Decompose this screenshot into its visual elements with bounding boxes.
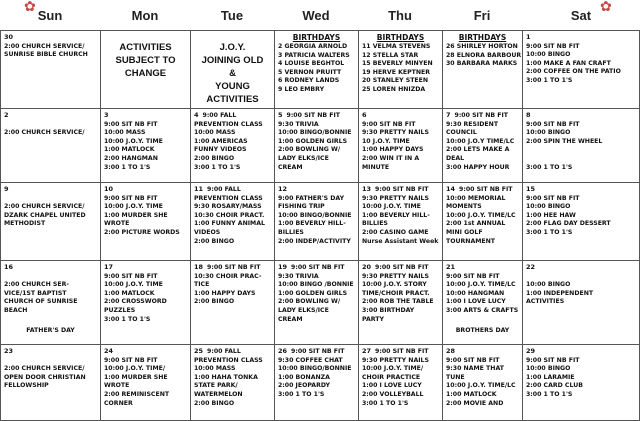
day-number: 21 (446, 263, 456, 271)
activity-line: VICE/1ST BAPTIST (4, 289, 67, 297)
birthday-entry: 28 ELNORA BARBOUR (446, 51, 522, 59)
activity-line: 10:00 BINGO (526, 203, 571, 211)
calendar-day-cell (191, 261, 274, 344)
day-number: 26 (278, 347, 288, 355)
activity-line: 10:00 J.O.Y. TIME/ (104, 365, 166, 373)
activity-line: CREAM (278, 163, 303, 171)
activity-line: 3:00 1 TO 1'S (526, 390, 573, 398)
calendar-day-cell (359, 183, 442, 260)
activity-line: 3:00 1 TO 1'S (526, 163, 573, 171)
activity-line: 9:00 SIT NB FIT (375, 186, 429, 193)
activity-line: TOURNAMENT (446, 237, 496, 245)
day-number: 23 (4, 347, 14, 355)
activity-line: 10:30 CHOIR PRACT. (194, 211, 265, 219)
activity-line: 2:00 REMINISCENT (104, 390, 170, 398)
birthdays-heading: BIRTHDAYS (458, 33, 507, 42)
birthday-entry: 6 RODNEY LANDS (278, 77, 340, 85)
birthday-entry: 15 BEVERLY MINYEN (362, 60, 433, 68)
activity-line: 1:00 MATLOCK (446, 390, 497, 398)
activity-line: 9:00 SIT NB FIT (207, 264, 261, 271)
calendar-day-cell (1, 31, 100, 108)
activity-line: 2:00 BOWLING W/ (278, 146, 341, 154)
banner-text: J.O.Y. (219, 42, 246, 53)
activity-line: 10 J.O.Y. TIME (362, 137, 410, 145)
activity-line: 9:00 FALL (207, 348, 241, 355)
activity-line: 9:30 PRETTY NAILS (362, 356, 429, 364)
activity-line: 1:00 HAPPY DAYS (194, 289, 256, 297)
activity-line: FELLOWSHIP (4, 382, 49, 390)
activity-line: 2:00 BINGO (194, 399, 235, 407)
activity-line (526, 146, 637, 155)
activity-line: 9:30 RESIDENT (446, 120, 499, 128)
activity-line: 2:00 1st ANNUAL (446, 220, 506, 228)
flower-decoration-icon: ✿ (24, 0, 36, 14)
day-number: 8 (526, 111, 531, 119)
activity-line: 1:00 BEVERLY HILL- (362, 211, 430, 219)
activity-line: 9:00 FALL (207, 186, 241, 193)
day-number: 11 (194, 185, 204, 193)
day-header-wed: Wed (302, 7, 330, 23)
day-number: 16 (4, 263, 14, 271)
activity-line: LADY ELKS/ICE (278, 154, 329, 162)
activity-line: 9:00 SIT NB FIT (375, 264, 429, 271)
activity-line: 3:00 1 TO 1'S (104, 315, 151, 323)
activity-line: 9:30 PRETTY NAILS (362, 272, 429, 280)
day-number: 9 (4, 185, 9, 193)
activity-line: 2:00 CARD CLUB (526, 382, 583, 390)
activity-line: 10:00 BINGO (526, 281, 571, 289)
day-number: 28 (446, 347, 456, 355)
activity-line: 1:00 MATLOCK (104, 146, 155, 154)
activity-line: 3:00 1 TO 1'S (526, 76, 573, 84)
activity-line: 2:00 JEOPARDY (278, 382, 331, 390)
day-number: 13 (362, 185, 372, 193)
calendar-day-cell (523, 183, 640, 260)
activity-line: 10:00 J.O.Y. TIME (104, 137, 163, 145)
activity-line: MINUTE (362, 163, 390, 171)
activity-line: 2:00 BINGO (194, 237, 235, 245)
activity-line: COUNCIL (446, 129, 477, 137)
banner-text: YOUNG (215, 81, 250, 92)
calendar-day-cell (101, 183, 190, 260)
birthdays-heading: BIRTHDAYS (292, 33, 341, 42)
activity-line: 2:00 CHURCH SERVICE/ (4, 365, 85, 373)
activity-line (526, 155, 637, 164)
birthday-entry: 4 LOUISE BEGHTOL (278, 60, 345, 68)
day-number: 24 (104, 347, 114, 355)
activity-line: 9:00 SIT NB FIT (446, 356, 500, 364)
birthday-entry: 3 PATRICIA WALTERS (278, 51, 350, 59)
day-number: 14 (446, 185, 456, 193)
activity-line: VIDEOS (194, 228, 221, 236)
activity-line: 9:00 SIT NB FIT (104, 272, 158, 280)
activity-line: 2:00 HANGMAN (104, 154, 158, 162)
calendar-day-cell (443, 109, 522, 182)
banner-text: & (229, 68, 236, 79)
calendar-day-cell (523, 345, 640, 420)
birthday-entry: 20 STANLEY STEEN (362, 77, 429, 85)
activity-line: 1:00 GOLDEN GIRLS (278, 137, 348, 145)
activity-line: 1:00 HAHA TONKA (194, 373, 258, 381)
activity-line (4, 316, 97, 325)
activity-line: 2:00 LETS MAKE A (446, 146, 510, 154)
day-number: 7 (446, 111, 451, 119)
activity-line: BILLIES (362, 220, 388, 228)
activity-line (4, 357, 97, 366)
activity-line: 1:00 HEE HAW (526, 211, 576, 219)
calendar-day-cell (359, 31, 442, 108)
day-number: 17 (104, 263, 114, 271)
calendar-day-cell (191, 345, 274, 420)
calendar-day-cell (1, 261, 100, 344)
activity-line: 9:00 SIT NB FIT (291, 348, 345, 355)
day-number: 25 (194, 347, 204, 355)
activity-line: 10:00 J.O.Y. TIME/LC (446, 281, 516, 289)
day-number: 29 (526, 347, 536, 355)
activity-line: 9:30 COFFEE CHAT (278, 356, 343, 364)
activity-line: PARTY (362, 315, 384, 323)
activity-line: 1:00 BEVERLY HILL- (278, 220, 346, 228)
activity-line: 1:00 FUNNY ANIMAL (194, 220, 265, 228)
activity-line: 2:00 MOVIE AND (446, 399, 504, 407)
activity-line: 1:00 HAPPY DAYS (362, 146, 424, 154)
calendar-day-cell (101, 261, 190, 344)
activity-line: 2:00 SPIN THE WHEEL (526, 137, 603, 145)
activity-line: FUNNY VIDEOS (194, 146, 247, 154)
calendar-day-cell (275, 183, 358, 260)
activity-line: BROTHERS DAY (455, 327, 510, 335)
activity-line: 2:00 CHURCH SER- (4, 281, 69, 289)
calendar-day-cell (443, 261, 522, 344)
birthday-entry: 5 VERNON PRUITT (278, 68, 342, 76)
activity-line: 10:00 BINGO/BONNIE (278, 211, 352, 219)
day-number: 15 (526, 185, 536, 193)
activity-line: WROTE (104, 220, 130, 228)
activity-line: 9:30 PRETTY NAILS (362, 129, 429, 137)
activity-line (4, 195, 97, 204)
activity-line: 9:00 SIT NB FIT (446, 272, 500, 280)
calendar-day-cell (275, 31, 358, 108)
activity-line: 9:00 SIT NB FIT (526, 120, 580, 128)
activity-line: CHOIR PRACTICE (362, 373, 421, 381)
activity-line: WATERMELON (194, 390, 243, 398)
activity-line: 10:00 BINGO (526, 129, 571, 137)
activity-line: 10:00 J.O.Y. TIME/LC (446, 382, 516, 390)
activity-line: 1:00 LARAMIE (526, 373, 575, 381)
day-number: 22 (526, 263, 536, 271)
banner-text: SUBJECT TO (115, 55, 176, 66)
day-number: 3 (104, 111, 109, 119)
birthday-entry: 26 SHIRLEY HORTON (446, 43, 518, 50)
activity-line: CORNER (104, 399, 133, 407)
calendar-day-cell (1, 183, 100, 260)
activity-line: TUNE (446, 373, 465, 381)
activity-line: 10:00 MASS (104, 129, 146, 137)
activity-line: WROTE (104, 382, 130, 390)
activity-line: 2:00 PICTURE WORDS (104, 228, 180, 236)
activity-line: 10:00 J.O.Y. TIME/LC (446, 211, 516, 219)
activity-line: 9:00 SIT NB FIT (526, 356, 580, 364)
activity-line: 3:00 HAPPY HOUR (446, 163, 510, 171)
day-number: 4 (194, 111, 199, 119)
activity-line: 1:00 MURDER SHE (104, 211, 168, 219)
activity-line (526, 273, 637, 282)
activity-line: 1:00 BONANZA (278, 373, 330, 381)
calendar-day-cell (275, 345, 358, 420)
calendar-day-cell (191, 183, 274, 260)
birthday-entry: 12 STELLA STAR (362, 51, 419, 59)
activity-line: LADY ELKS/ICE (278, 306, 329, 314)
calendar-day-cell (101, 109, 190, 182)
day-number: 19 (278, 263, 288, 271)
birthday-entry: 2 GEORGIA ARNOLD (278, 43, 348, 50)
activity-line: OPEN DOOR CHRISTIAN (4, 373, 86, 381)
activity-line: 2:00 CROSSWORD (104, 298, 167, 306)
day-number: 18 (194, 263, 204, 271)
activity-line: 2:00 COFFEE ON THE PATIO (526, 68, 621, 76)
banner-text: JOINING OLD (201, 55, 264, 66)
activity-line: 9:00 FALL (202, 112, 237, 119)
activity-line: TIME/CHOIR PRACT. (362, 289, 430, 297)
activity-line: 1:00 MAKE A FAN CRAFT (526, 59, 611, 67)
activity-line: TICE (194, 281, 210, 289)
activity-line: MOMENTS (446, 203, 482, 211)
activity-line: 10:00 BINGO /BONNIE (278, 281, 354, 289)
activity-line: 2:00 WIN IT IN A (362, 154, 420, 162)
activity-line: 2:00 VOLLEYBALL (362, 390, 424, 398)
activity-line: 3:00 1 TO 1'S (526, 228, 573, 236)
activity-line: 3:00 1 TO 1'S (362, 399, 409, 407)
calendar-day-cell (101, 345, 190, 420)
activity-line: BILLIES (278, 228, 304, 236)
activity-line: 9:00 SIT NB FIT (104, 356, 158, 364)
banner-text: CHANGE (124, 68, 167, 79)
birthday-entry: 11 VELMA STEVENS (362, 43, 431, 50)
activity-line: 1:00 I LOVE LUCY (362, 382, 422, 390)
day-number: 30 (4, 33, 14, 41)
activity-line: STATE PARK/ (194, 382, 238, 390)
calendar-day-cell (523, 109, 640, 182)
flower-decoration-icon: ✿ (600, 0, 612, 14)
activity-line: FATHER'S DAY (26, 327, 75, 335)
activity-line: 2:00 BINGO (194, 154, 235, 162)
activity-line: 2:00 BOWLING W/ (278, 298, 341, 306)
calendar-day-cell (101, 31, 190, 108)
calendar-day-cell (1, 345, 100, 420)
activity-line: 2:00 CASINO GAME (362, 228, 429, 236)
activity-line: 1:00 I LOVE LUCY (446, 298, 506, 306)
activity-line: 1:00 MATLOCK (104, 289, 155, 297)
day-header-sat: Sat (570, 7, 592, 23)
activity-line: 9:00 FATHER'S DAY (278, 194, 345, 202)
day-number: 2 (4, 111, 9, 119)
activity-line: 2:00 INDEP/ACTIVITY (278, 237, 351, 245)
birthday-entry: 30 BARBARA MARKS (446, 60, 518, 68)
activity-line: 9:00 SIT NB FIT (526, 194, 580, 202)
activity-line: DEAL (446, 154, 465, 162)
activity-line: 10:00 J.O.Y. TIME/ (362, 365, 424, 373)
activity-line: 10:00 J.O.Y. TIME (362, 203, 421, 211)
activity-line: 10:00 MASS (194, 129, 236, 137)
calendar-day-cell (523, 261, 640, 344)
calendar-day-cell (443, 31, 522, 108)
activity-line: 9:00 SIT NB FIT (375, 348, 429, 355)
day-number: 1 (526, 33, 531, 41)
activity-line (4, 121, 97, 130)
activity-line: 2:00 CHURCH SERVICE/ (4, 129, 85, 137)
activity-line: 9:00 SIT NB FIT (286, 112, 341, 119)
activity-line: CREAM (278, 315, 303, 323)
banner-text: ACTIVITIES (206, 94, 259, 105)
activity-line: PUZZLES (104, 306, 136, 314)
activity-line: 3:00 ARTS & CRAFTS (446, 306, 519, 314)
day-header-fri: Fri (473, 7, 491, 23)
activity-line: 3:00 BIRTHDAY (362, 306, 415, 314)
activity-line: 9:30 PRETTY NAILS (362, 194, 429, 202)
activity-line: 10:00 J.O.Y. TIME (104, 203, 163, 211)
day-header-mon: Mon (131, 7, 159, 23)
activity-line: 2:00 CHURCH SERVICE/ (4, 203, 85, 211)
activity-line: 9:30 ROSARY/MASS (194, 203, 262, 211)
birthdays-heading: BIRTHDAYS (376, 33, 425, 42)
activity-line: 3:00 1 TO 1'S (104, 163, 151, 171)
calendar-day-cell (275, 261, 358, 344)
activity-line: 9:30 TRIVIA (278, 272, 319, 280)
day-number: 27 (362, 347, 372, 355)
activity-line: 10:00 BINGO (526, 365, 571, 373)
day-number: 10 (104, 185, 114, 193)
day-header-tue: Tue (220, 7, 244, 23)
activity-line: 9:00 SIT NB FIT (362, 120, 416, 128)
activity-line: FISHING TRIP (278, 203, 325, 211)
activity-line: CHURCH OF SUNRISE (4, 298, 78, 306)
activity-line: METHODIST (4, 220, 46, 228)
activity-line: MINI GOLF (446, 228, 483, 236)
calendar-day-cell (443, 345, 522, 420)
activity-line: 10:00 MEMORIAL (446, 194, 506, 202)
activity-line: 9:30 TRIVIA (278, 120, 319, 128)
activity-line: SUNRISE BIBLE CHURCH (4, 51, 88, 59)
calendar-day-cell (275, 109, 358, 182)
activity-line: 1:00 MURDER SHE (104, 373, 168, 381)
activity-line: 10:00 HANGMAN (446, 289, 505, 297)
activity-line: 3:00 1 TO 1'S (278, 390, 325, 398)
activity-line: 9:00 SIT NB FIT (459, 186, 513, 193)
birthday-entry: 19 HERVE KEPTNER (362, 68, 431, 76)
day-number: 12 (278, 185, 288, 193)
activity-line: 9:00 SIT NB FIT (454, 112, 509, 119)
activity-line: PREVENTION CLASS (194, 356, 263, 364)
calendar-day-cell (359, 261, 442, 344)
activity-line: 2:00 FLAG DAY DESSERT (526, 220, 611, 228)
calendar-day-cell (359, 345, 442, 420)
calendar-day-cell (523, 31, 640, 108)
activity-line: 1:00 AMERICAS (194, 137, 248, 145)
banner-text: ACTIVITIES (119, 42, 172, 53)
activity-line: 2:00 CHURCH SERVICE/ (4, 42, 85, 50)
activity-line: 10:00 BINGO/BONNIE (278, 365, 352, 373)
activity-line: 10:30 CHOIR PRAC- (194, 272, 262, 280)
activity-line: 10:00 BINGO (526, 51, 571, 59)
day-number: 6 (362, 111, 367, 119)
birthday-entry: 9 LEO EMBRY (278, 85, 325, 93)
activity-line: DZARK CHAPEL UNITED (4, 211, 86, 219)
activity-line: 9:00 SIT NB FIT (104, 194, 158, 202)
birthday-entry: 25 LOREN HNIZDA (362, 85, 426, 93)
activity-line: 10:00 J.O.Y TIME/LC (446, 137, 515, 145)
calendar-day-cell (443, 183, 522, 260)
activity-line: 10:00 MASS (194, 365, 236, 373)
activity-line (4, 273, 97, 282)
activity-line: 9:00 SIT NB FIT (104, 120, 158, 128)
activity-line: 2:00 ROB THE TABLE (362, 298, 434, 306)
day-number: 5 (278, 111, 283, 119)
activity-line: PREVENTION CLASS (194, 120, 263, 128)
calendar-day-cell (359, 109, 442, 182)
calendar-day-cell (191, 31, 274, 108)
calendar-day-cell (191, 109, 274, 182)
day-number: 20 (362, 263, 372, 271)
activity-line: 10:00 BINGO/BONNIE (278, 129, 352, 137)
activity-line (446, 316, 519, 325)
activity-line: 10:00 J.O.Y. TIME (104, 281, 163, 289)
calendar-day-cell (1, 109, 100, 182)
activity-line: 9:00 SIT NB FIT (526, 42, 580, 50)
activity-line: 1:00 INDEPENDENT (526, 289, 594, 297)
activity-line: 1:00 GOLDEN GIRLS (278, 289, 348, 297)
activity-line: Nurse Assistant Week (362, 237, 439, 245)
day-header-thu: Thu (388, 7, 412, 23)
activity-line: ACTIVITIES (526, 298, 565, 306)
activity-line: 9:00 SIT NB FIT (291, 264, 345, 271)
activity-line: PREVENTION CLASS (194, 194, 263, 202)
activity-line: BEACH (4, 306, 28, 314)
activity-line: 3:00 1 TO 1'S (194, 163, 241, 171)
activity-line: 2:00 BINGO (194, 298, 235, 306)
day-header-sun: Sun (37, 7, 63, 23)
activity-line: 10:00 J.O.Y. STORY (362, 281, 427, 289)
activity-line: 9:30 NAME THAT (446, 365, 504, 373)
